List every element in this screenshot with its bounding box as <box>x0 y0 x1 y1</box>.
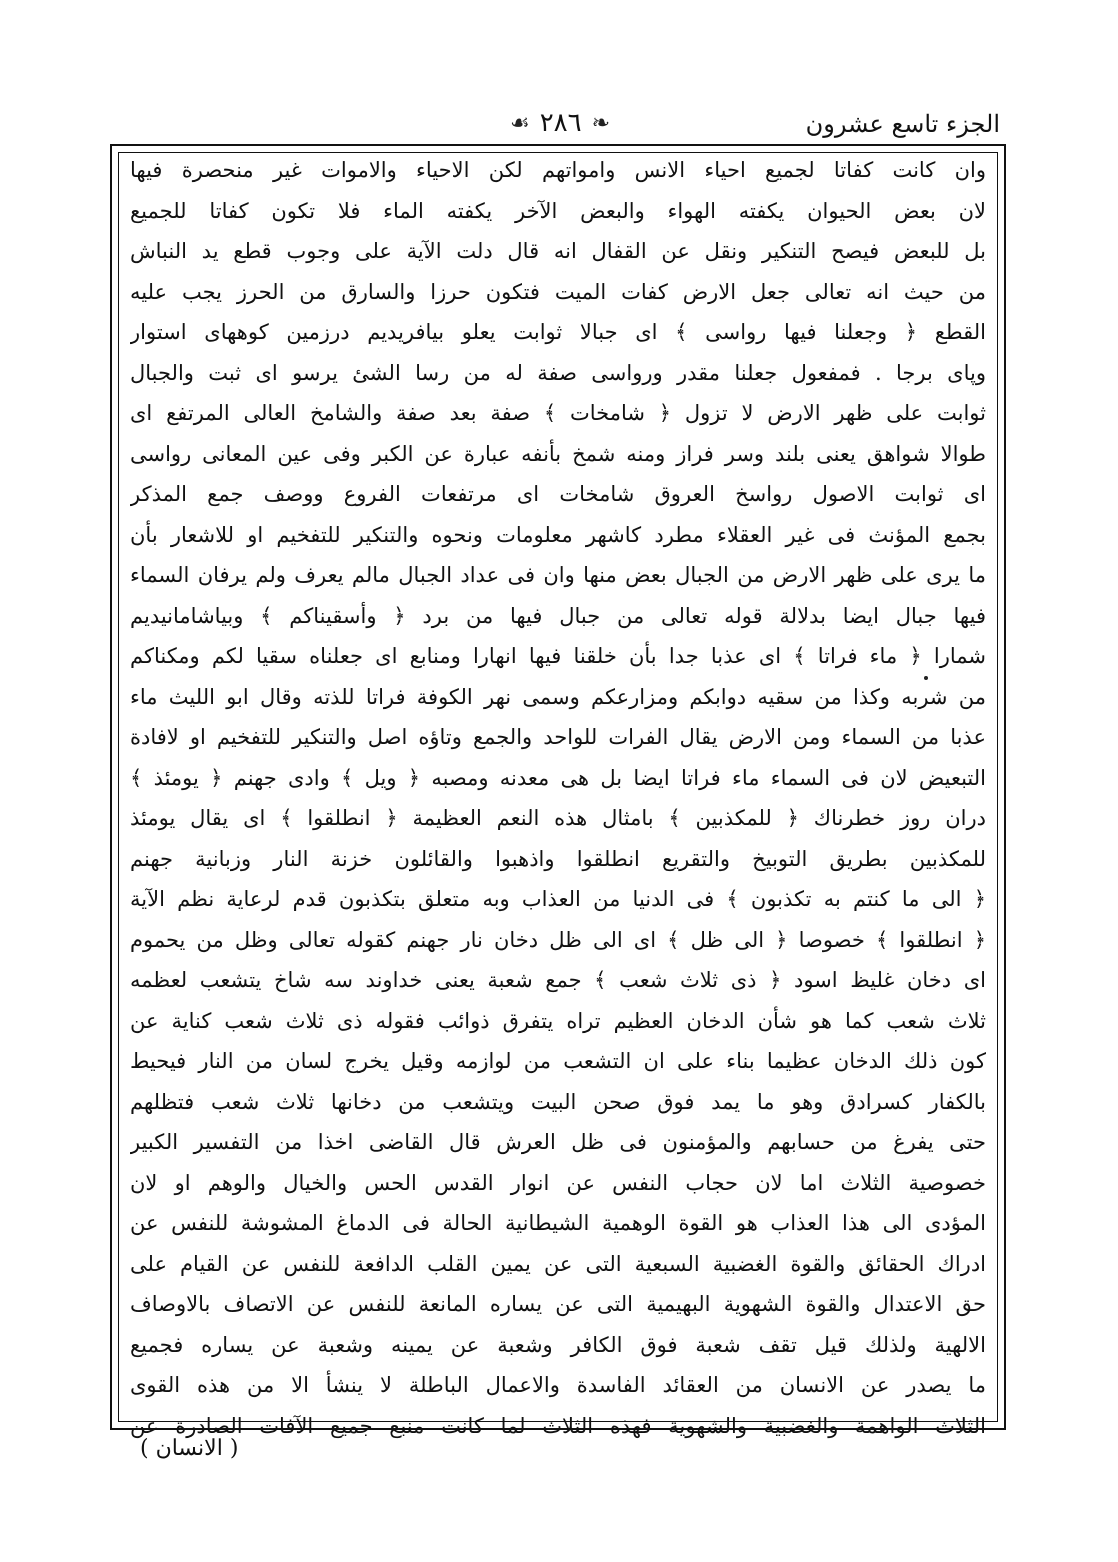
volume-part-label: الجزء تاسع عشرون <box>805 110 1000 138</box>
text-line: ما يصدر عن الانسان من العقائد الفاسدة والاعمال الباطلة لا ينشأ الا من هذه القوى <box>130 1373 986 1397</box>
text-line: ﴿ انطلقوا ﴾ خصوصا ﴿ الى ظل ﴾ اى الى ظل دخان نار جهنم كقوله تعالى وظل من يحموم <box>130 927 986 952</box>
text-line: بجمع المؤنث فى غير العقلاء مطرد كاشهر معلومات ونحوه والتنكير للتفخيم او للاشعار بأن <box>130 522 986 547</box>
text-line: خصوصية الثلاث اما لان حجاب النفس عن انوار القدس الحس والخيال والوهم او لان <box>130 1170 986 1195</box>
text-line: عذبا من السماء ومن الارض يقال الفرات للواحد والجمع وتاؤه اصل والتنكير للتفخيم او لافادة <box>130 725 986 749</box>
text-line: كون ذلك الدخان عظيما بناء على ان التشعب من لوازمه وقيل يخرج لسان من النار فيحيط <box>130 1049 986 1073</box>
text-line: ثوابت على ظهر الارض لا تزول ﴿ شامخات ﴾ صفة بعد صفة والشامخ العالى المرتفع اى <box>130 401 986 425</box>
text-line: اى ثوابت الاصول رواسخ العروق شامخات اى مرتفعات الفروع ووصف جمع المذكر <box>130 482 986 506</box>
text-line: ﴿ الى ما كنتم به تكذبون ﴾ فى الدنيا من العذاب وبه متعلق بتكذبون قدم لرعاية نظم الآية <box>130 887 986 911</box>
page-number-group <box>510 108 610 138</box>
text-line: ادراك الحقائق والقوة الغضبية السبعية التى عن يمين القلب الدافعة للنفس عن القيام على <box>130 1251 986 1276</box>
text-line: اى دخان غليظ اسود ﴿ ذى ثلاث شعب ﴾ جمع شعبة يعنى خداوند سه شاخ يتشعب لعظمه <box>130 968 986 992</box>
text-line: الالهية ولذلك قيل تقف شعبة فوق الكافر وشعبة عن يمينه وشعبة عن يساره فجميع <box>130 1332 986 1357</box>
main-text-block <box>130 150 986 1446</box>
page-header <box>120 106 1000 146</box>
text-line: حتى يفرغ من حسابهم والمؤمنون فى ظل العرش قال القاضى اخذا من التفسير الكبير <box>130 1130 986 1154</box>
text-line: من شربه وكذا من سقيه دوابكم ومزارعكم وسمى نهر الكوفة فراتا للذته وقال ابو الليث ماء <box>130 684 986 709</box>
text-line: بالكفار كسرادق وهو ما يمد فوق صحن البيت ويتشعب من دخانها ثلاث شعب فتظلهم <box>130 1089 986 1114</box>
text-line: شمارا ﴿ ماء فراتا ﴾ اى عذبا جدا بأن خلقنا فيها انهارا ومنابع اى جعلناه سقيا لكم ومكناكم <box>130 644 986 668</box>
text-line: حق الاعتدال والقوة الشهوية البهيمية التى عن يساره المانعة للنفس عن الاتصاف بالاوصاف <box>130 1292 986 1316</box>
text-line: وپاى برجا . فمفعول جعلنا مقدر ورواسى صفة له من رسا الشئ يرسو اى ثبت والجبال <box>130 360 986 385</box>
text-line: فيها جبال ايضا بدلالة قوله تعالى من جبال فيها من برد ﴿ وأسقيناكم ﴾ وبياشامانيديم <box>130 603 986 628</box>
text-line: بل للبعض فيصح التنكير ونقل عن القفال انه قال دلت الآية على وجوب قطع يد النباش <box>130 239 986 263</box>
text-line: الثلاث الواهمة والغضبية والشهوية فهذه الثلاث لما كانت منبع جميع الآفات الصادرة عن <box>130 1413 986 1438</box>
ornament-right-icon: ☙ <box>509 110 530 136</box>
text-line: التبعيض لان فى السماء ماء فراتا ايضا بل هى معدنه ومصبه ﴿ ويل ﴾ وادى جهنم ﴿ يومئذ ﴾ <box>130 765 986 790</box>
text-line: وان كانت كفاتا لجميع احياء الانس وامواتهم لكن الاحياء والاموات غير منحصرة فيها <box>130 158 986 182</box>
stray-ink-dot <box>924 676 928 680</box>
text-line: لان بعض الحيوان يكفته الهواء والبعض الآخر يكفته الماء فلا تكون كفاتا للجميع <box>130 198 986 223</box>
text-line: المؤدى الى هذا العذاب هو القوة الوهمية الشيطانية الحالة فى الدماغ المشوشة للنفس عن <box>130 1211 986 1235</box>
page-number: ٢٨٦ <box>539 108 582 138</box>
text-line: ثلاث شعب كما هو شأن الدخان العظيم تراه يتفرق ذوائب فقوله ذى ثلاث شعب كناية عن <box>130 1008 986 1033</box>
text-line: طوالا شواهق يعنى بلند وسر فراز ومنه شمخ بأنفه عبارة عن الكبر وفى عين المعانى رواسى <box>130 441 986 466</box>
text-line: للمكذبين بطريق التوبيخ والتقريع انطلقوا واذهبوا والقائلون خزنة النار وزبانية جهنم <box>130 846 986 871</box>
text-line: القطع ﴿ وجعلنا فيها رواسى ﴾ اى جبالا ثوابت يعلو بيافريديم درزمين كوههاى استوار <box>130 320 986 344</box>
ornament-left-icon: ❧ <box>591 110 611 136</box>
text-line: دران روز خطرناك ﴿ للمكذبين ﴾ بامثال هذه النعم العظيمة ﴿ انطلقوا ﴾ اى يقال يومئذ <box>130 806 986 830</box>
text-line: ما يرى على ظهر الارض من الجبال بعض منها وان فى عداد الجبال مالم يعرف ولم يرفان السماء <box>130 563 986 587</box>
text-line: من حيث انه تعالى جعل الارض كفات الميت فتكون حرزا والسارق من الحرز يجب عليه <box>130 279 986 304</box>
catchword: ( الانسان ) <box>140 1436 239 1461</box>
